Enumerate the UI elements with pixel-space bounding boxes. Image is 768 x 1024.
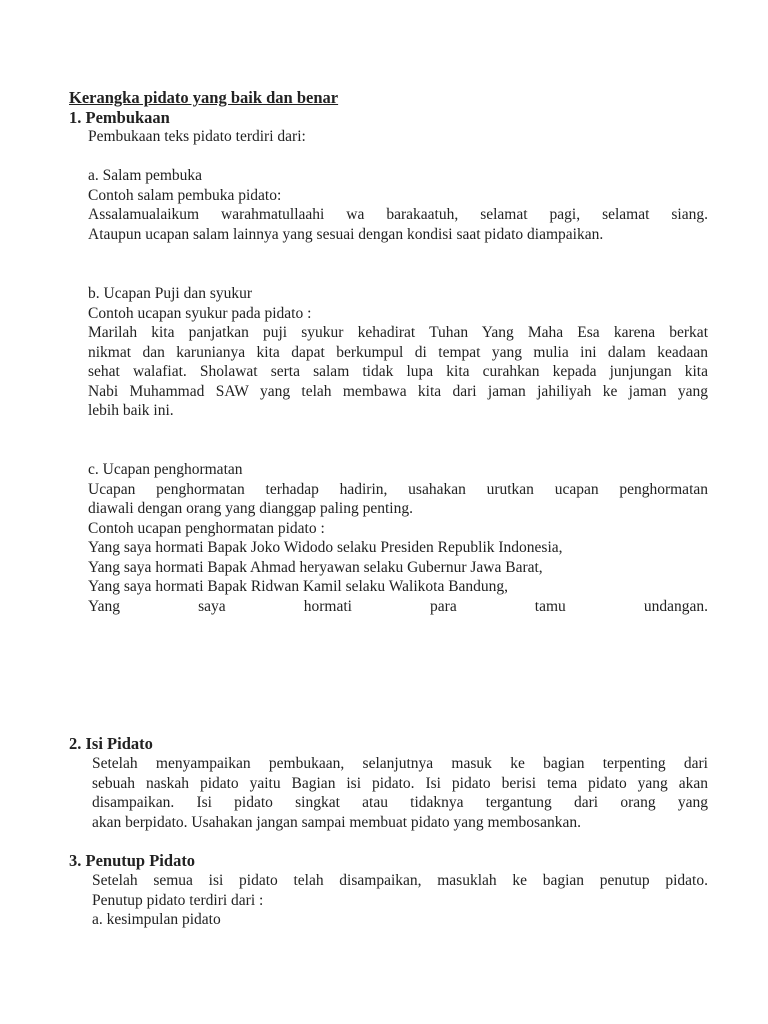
subsection-label: b. Ucapan Puji dan syukur bbox=[88, 285, 253, 302]
paragraph-line: lebih baik ini. bbox=[88, 402, 174, 419]
paragraph-line: Setelah semua isi pidato telah disampaikan, masuklah ke bagian penutup pidato. bbox=[92, 872, 708, 889]
paragraph-line: Ucapan penghormatan terhadap hadirin, usahakan urutkan ucapan penghormatan bbox=[88, 480, 708, 498]
paragraph-line: Marilah kita panjatkan puji syukur kehadirat Tuhan Yang Maha Esa karena berkat bbox=[88, 324, 708, 341]
section-penutup-pidato-body bbox=[92, 871, 708, 930]
example-label: Contoh salam pembuka pidato: bbox=[88, 186, 282, 204]
example-label: Contoh ucapan syukur pada pidato : bbox=[88, 304, 312, 322]
section-heading-penutup-pidato: 3. Penutup Pidato bbox=[69, 851, 196, 870]
subsection-label: a. Salam pembuka bbox=[88, 167, 203, 184]
section-heading-isi-pidato: 2. Isi Pidato bbox=[69, 734, 153, 753]
example-label: Contoh ucapan penghormatan pidato : bbox=[88, 519, 325, 537]
subsection-label: c. Ucapan penghormatan bbox=[88, 461, 243, 478]
subsection-puji-syukur bbox=[88, 284, 708, 421]
paragraph-line: Nabi Muhammad SAW yang telah membawa kita dari jaman jahiliyah ke jaman yang bbox=[88, 382, 708, 400]
subsection-penghormatan bbox=[88, 460, 708, 616]
paragraph-line: Penutup pidato terdiri dari : bbox=[92, 891, 264, 909]
greeting-line: Yang saya hormati para tamu undangan. bbox=[88, 597, 708, 615]
paragraph-line: Assalamualaikum warahmatullaahi wa barakaatuh, selamat pagi, selamat siang. bbox=[88, 206, 708, 223]
paragraph-line: sehat walafiat. Sholawat serta salam tidak lupa kita curahkan kepada junjungan kita bbox=[88, 363, 708, 380]
intro-text: Pembukaan teks pidato terdiri dari: bbox=[88, 128, 306, 145]
subsection-salam-pembuka bbox=[88, 166, 708, 244]
paragraph-line: nikmat dan karunianya kita dapat berkumpul di tempat yang mulia ini dalam keadaan bbox=[88, 343, 708, 361]
paragraph-line: disampaikan. Isi pidato singkat atau tidaknya tergantung dari orang yang bbox=[92, 794, 708, 811]
document-title: Kerangka pidato yang baik dan benar bbox=[69, 88, 339, 107]
paragraph-line: diawali dengan orang yang dianggap paling penting. bbox=[88, 500, 413, 517]
paragraph-line: sebuah naskah pidato yaitu Bagian isi pidato. Isi pidato berisi tema pidato yang akan bbox=[92, 774, 708, 792]
paragraph-line: a. kesimpulan pidato bbox=[92, 911, 221, 928]
paragraph-line: Setelah menyampaikan pembukaan, selanjutnya masuk ke bagian terpenting dari bbox=[92, 755, 708, 772]
section-isi-pidato-body bbox=[92, 754, 708, 832]
greeting-line: Yang saya hormati Bapak Joko Widodo selaku Presiden Republik Indonesia, bbox=[88, 539, 563, 556]
greeting-line: Yang saya hormati Bapak Ahmad heryawan selaku Gubernur Jawa Barat, bbox=[88, 558, 543, 576]
paragraph-line: Ataupun ucapan salam lainnya yang sesuai dengan kondisi saat pidato diampaikan. bbox=[88, 225, 604, 243]
greeting-line: Yang saya hormati Bapak Ridwan Kamil selaku Walikota Bandung, bbox=[88, 578, 509, 595]
section-pembukaan-body bbox=[88, 127, 708, 147]
paragraph-line: akan berpidato. Usahakan jangan sampai membuat pidato yang membosankan. bbox=[92, 813, 581, 831]
section-heading-pembukaan: 1. Pembukaan bbox=[69, 108, 170, 127]
